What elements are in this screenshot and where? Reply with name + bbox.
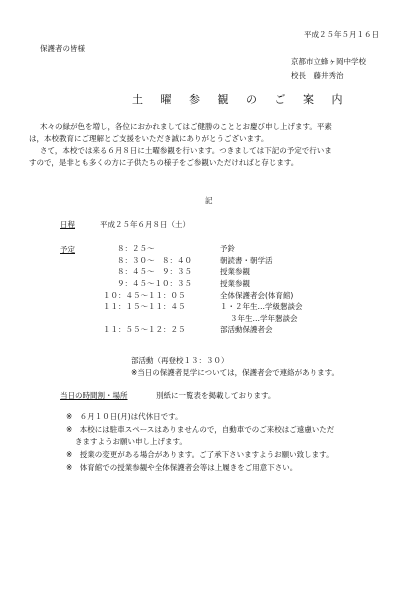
date-label: 日程 — [60, 220, 75, 229]
issue-date: 平成２５年５月１６日 — [304, 30, 379, 39]
ki-heading: 記 — [205, 196, 213, 205]
table-row — [103, 313, 303, 325]
table-row — [103, 278, 303, 290]
schedule-time — [103, 313, 220, 325]
table-row — [103, 243, 303, 255]
schedule-event: ３年生…学年懇談会 — [230, 313, 298, 323]
body-line-3: さて，本校では来る６月８日に土曜参観を行います。つきましては下記の予定で行いま — [40, 146, 332, 155]
recipient: 保護者の皆様 — [40, 44, 85, 53]
place-label: 当日の時間割・場所 — [60, 391, 128, 400]
page-title: 土 曜 参 観 の ご 案 内 — [132, 93, 350, 106]
schedule-event: 授業参観 — [220, 279, 250, 289]
schedule-event: 予鈴 — [220, 244, 235, 254]
body-line-2: は，本校教育にご理解とご支援をいただき誠にありがとうございます。 — [29, 134, 269, 143]
schedule-time: ９：４５〜１０：３５ — [117, 279, 192, 289]
club-activity: 部活動（再登校１３：３０） — [131, 356, 229, 365]
table-row — [103, 324, 303, 336]
schedule-event: 全体保護者会(体育館) — [220, 290, 294, 300]
principal-name: 校長 藤井秀治 — [291, 71, 344, 80]
parent-visit-note: ※当日の保護者見学については，保護者会で連絡があります。 — [131, 368, 340, 377]
note-parking: ※ 本校には駐車スペースはありませんので，自動車でのご来校はご遠慮いただ — [66, 425, 335, 434]
table-row — [103, 301, 303, 313]
note-indoor-shoes: ※ 体育館での授業参観や全体保護者会等は上履きをご用意下さい。 — [66, 463, 298, 472]
note-parking-cont: きますようお願い申し上げます。 — [75, 437, 187, 446]
schedule-event: １・２年生…学級懇談会 — [220, 302, 303, 312]
note-holiday: ※ ６月１０日(月)は代休日です。 — [66, 412, 183, 421]
table-row — [103, 289, 303, 301]
table-row — [103, 255, 303, 267]
schedule-time: １１：５５〜１２：２５ — [103, 325, 186, 335]
schedule-time: ８：３０〜 ８：４０ — [117, 255, 192, 265]
schedule-time: １０：４５〜１１：０５ — [103, 290, 186, 300]
school-name: 京都市立蜂ヶ岡中学校 — [291, 57, 366, 66]
table-row — [103, 266, 303, 278]
schedule-event: 部活動保護者会 — [220, 325, 273, 335]
schedule-label: 予定 — [60, 245, 75, 254]
body-line-4: すので，是非とも多くの方に子供たちの様子をご参観いただければと存じます。 — [29, 158, 299, 167]
note-schedule-change: ※ 授業の変更がある場合があります。ご了承下さいますようお願い致します。 — [66, 450, 334, 459]
schedule-table — [103, 243, 303, 336]
body-line-1: 木々の緑が色を増し，各位におかれましてはご健勝のこととお慶び申し上げます。平素 — [40, 122, 332, 131]
schedule-time: １１：１５〜１１：４５ — [103, 302, 186, 312]
date-value: 平成２５年６月８日（土） — [100, 220, 190, 229]
schedule-time: ８：４５〜 ９：３５ — [117, 267, 192, 277]
schedule-event: 授業参観 — [220, 267, 250, 277]
schedule-time: ８：２５〜 — [117, 244, 155, 254]
place-value: 別紙に一覧表を掲載しております。 — [156, 391, 276, 400]
schedule-event: 朝読書・朝学活 — [220, 255, 273, 265]
